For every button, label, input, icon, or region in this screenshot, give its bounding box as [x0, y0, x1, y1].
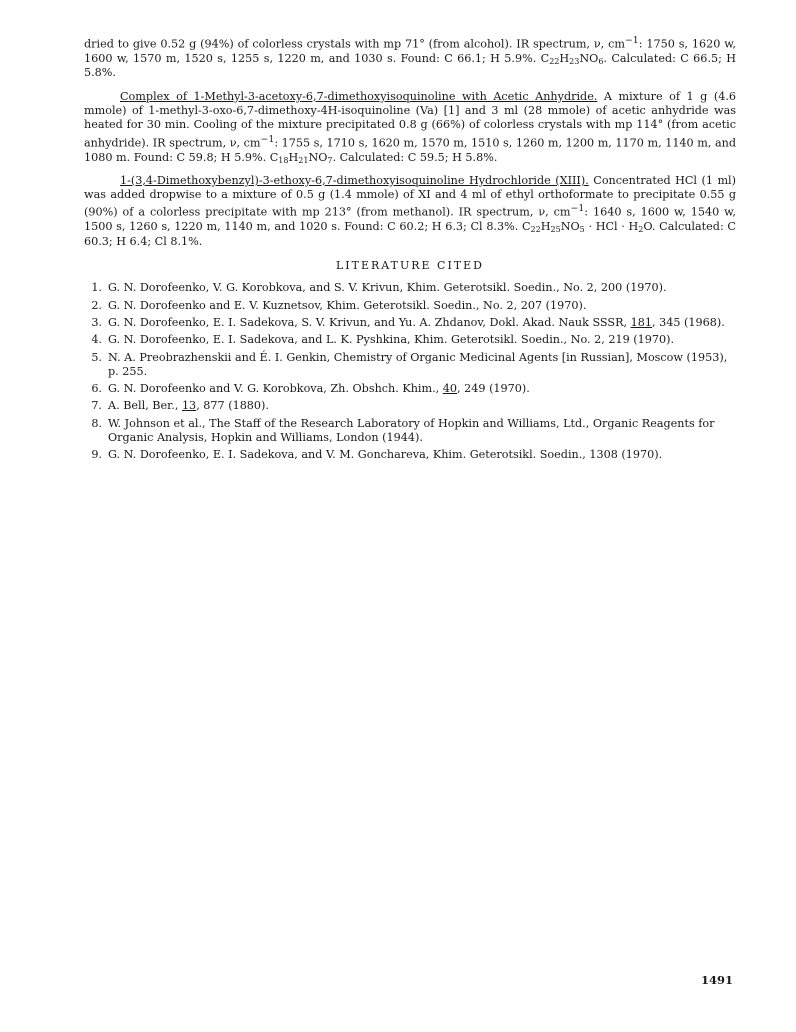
reference-number: 1.	[91, 281, 102, 295]
formula-subscript: 22	[549, 57, 560, 67]
para2-text: . Calculated: C 59.5; H 5.8%.	[332, 150, 498, 164]
reference-item	[84, 316, 736, 330]
para3-text: · HCl · H	[584, 220, 639, 234]
para3-unit-superscript: −1	[570, 203, 585, 215]
reference-number: 7.	[91, 399, 102, 413]
para1-text: : 1750 s, 1620 w, 1600 w, 1570 m, 1520 s, 1255 s, 1220 m, and 1030 s. Found: C 66.1; H 5.9%. C	[84, 37, 736, 66]
reference-list	[84, 281, 736, 462]
reference-item	[84, 382, 736, 396]
reference-number: 9.	[91, 448, 102, 462]
reference-item	[84, 351, 736, 380]
compound-heading: 1-(3,4-Dimethoxybenzyl)-3-ethoxy-6,7-dimethoxyisoquinoline Hydrochloride (XIII).	[120, 173, 589, 187]
para1-text: dried to give 0.52 g (94%) of colorless crystals with mp 71° (from alcohol). IR spectrum, ν, cm	[84, 37, 625, 51]
formula-subscript: 7	[327, 155, 333, 165]
para2-unit-superscript: −1	[260, 133, 275, 145]
reference-volume: 40	[442, 382, 458, 396]
para3-text: : 1640 s, 1600 w, 1540 w, 1500 s, 1260 s, 1220 m, 1140 m, and 1020 s. Found: C 60.2; H 6.3; Cl 8.3%. C	[84, 206, 736, 234]
literature-cited-heading: LITERATURE CITED	[335, 259, 484, 273]
reference-item	[84, 281, 736, 295]
reference-item	[84, 448, 736, 462]
reference-text: G. N. Dorofeenko, E. I. Sadekova, S. V. Krivun, and Yu. A. Zhdanov, Dokl. Akad. Nauk SSSR,	[108, 315, 631, 329]
reference-item	[84, 399, 736, 413]
reference-number: 8.	[91, 416, 102, 430]
reference-text: G. N. Dorofeenko, V. G. Korobkova, and S. V. Krivun, Khim. Geterotsikl. Soedin., No. 2, 200 (1970).	[108, 281, 667, 295]
reference-number: 3.	[91, 315, 102, 329]
formula-text: H	[559, 52, 570, 66]
para1-text: . Calculated: C 66.5; H 5.8%.	[84, 52, 736, 80]
para1-unit-superscript: −1	[624, 35, 639, 46]
para2-text: : 1755 s, 1710 s, 1620 m, 1570 m, 1510 s, 1260 m, 1200 m, 1170 m, 1140 m, and 1080 m. Found: C 59.8; H 5.9%. C	[84, 136, 737, 164]
reference-text: N. A. Preobrazhenskii and É. I. Genkin, Chemistry of Organic Medicinal Agents [in Russian], Moscow (1953), p. 255.	[108, 350, 728, 378]
formula-text: NO	[308, 150, 328, 164]
reference-volume: 181	[630, 315, 652, 329]
formula-subscript: 5	[579, 225, 585, 235]
reference-text: G. N. Dorofeenko, E. I. Sadekova, and L. K. Pyshkina, Khim. Geterotsikl. Soedin., No. 2, 219 (1970).	[108, 333, 674, 347]
reference-number: 5.	[91, 350, 102, 364]
formula-subscript: 2	[638, 225, 644, 235]
formula-subscript: 25	[550, 225, 561, 235]
reference-text: G. N. Dorofeenko, E. I. Sadekova, and V. M. Gonchareva, Khim. Geterotsikl. Soedin., 1308 (1970).	[108, 448, 663, 462]
reference-text: G. N. Dorofeenko and E. V. Kuznetsov, Khim. Geterotsikl. Soedin., No. 2, 207 (1970).	[108, 298, 587, 312]
hydrochloride-paragraph	[84, 174, 736, 249]
reference-number: 6.	[91, 382, 102, 396]
page-content	[84, 34, 736, 466]
formula-text: NO	[560, 220, 580, 234]
formula-text: H	[540, 220, 551, 234]
reference-text: W. Johnson et al., The Staff of the Research Laboratory of Hopkin and Williams, Ltd., Organic Reagents for Organic Analysis, Hopkin and Williams, London (1944).	[108, 416, 715, 445]
formula-subscript: 18	[278, 155, 289, 165]
formula-text: H	[288, 150, 299, 164]
compound-heading: Complex of 1-Methyl-3-acetoxy-6,7-dimethoxyisoquinoline with Acetic Anhydride.	[120, 89, 598, 103]
page-number: 1491	[701, 973, 734, 987]
para3-text: Concentrated HCl (1 ml) was added dropwise to a mixture of 0.5 g (1.4 mmole) of XI and 4 ml of ethyl orthoformate to precipitate 0.55 g (90%) of a colorless precipitate with mp 213° (from methanol). IR spectrum, ν, cm	[84, 173, 736, 220]
reference-text: , 877 (1880).	[196, 399, 269, 413]
reference-item	[84, 417, 736, 446]
reference-item	[84, 299, 736, 313]
reference-text: A. Bell, Ber.,	[108, 399, 182, 413]
formula-subscript: 22	[530, 225, 541, 235]
reference-text: , 345 (1968).	[651, 315, 725, 329]
reference-number: 4.	[91, 333, 102, 347]
reference-text: , 249 (1970).	[457, 382, 530, 396]
experimental-paragraph-continuation	[84, 34, 736, 81]
formula-subscript: 6	[598, 57, 604, 67]
reference-number: 2.	[91, 298, 102, 312]
reference-volume: 13	[181, 399, 197, 413]
reference-item	[84, 333, 736, 347]
para3-text: O. Calculated: C 60.3; H 6.4; Cl 8.1%.	[84, 220, 736, 248]
formula-subscript: 21	[298, 155, 309, 165]
formula-subscript: 23	[569, 57, 580, 67]
para2-text: A mixture of 1 g (4.6 mmole) of 1-methyl-3-oxo-6,7-dimethoxy-4H-isoquinoline (Va) [1] and 3 ml (28 mmole) of acetic anhydride was heated for 30 min. Cooling of the mixture precipitated 0.8 g (66%) of colorless crystals with mp 114° (from acetic anhydride). IR spectrum, ν, cm	[84, 89, 736, 150]
reference-text: G. N. Dorofeenko and V. G. Korobkova, Zh. Obshch. Khim.,	[108, 382, 443, 396]
formula-text: NO	[579, 52, 599, 66]
acetic-anhydride-complex-paragraph	[84, 90, 736, 165]
